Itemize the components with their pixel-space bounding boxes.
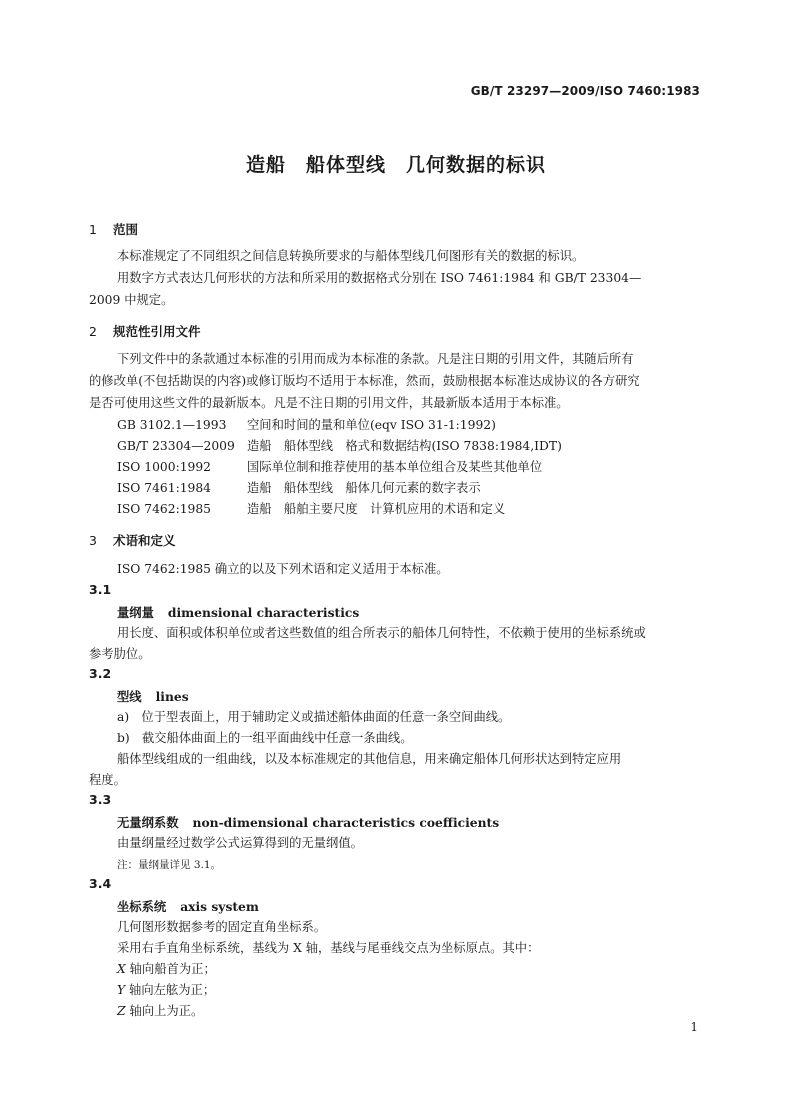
- reference-item: [117, 458, 542, 476]
- scope-paragraph-2-line-1: 用数字方式表达几何形状的方法和所采用的数据格式分别在 ISO 7461:1984 和 GB/T 23304—: [117, 271, 642, 285]
- section-1-heading: [89, 220, 138, 238]
- x-axis-text: 轴向船首为正；: [125, 962, 216, 976]
- reference-code: ISO 7462:1985: [117, 502, 212, 516]
- clause-number: 3.4: [89, 876, 112, 891]
- normative-paragraph-line-1: 下列文件中的条款通过本标准的引用而成为本标准的条款。凡是注日期的引用文件，其随后所有: [117, 352, 634, 366]
- clause-number: 3.3: [89, 792, 112, 807]
- term-heading: [117, 813, 499, 831]
- term-en: non-dimensional characteristics coefficients: [192, 815, 500, 830]
- term-heading: [117, 687, 189, 705]
- lines-paragraph-line-1: 船体型线组成的一组曲线，以及本标准规定的其他信息，用来确定船体几何形状达到特定应用: [117, 752, 622, 766]
- terms-intro: ISO 7462:1985 确立的以及下列术语和定义适用于本标准。: [117, 562, 449, 576]
- reference-code: GB 3102.1—1993: [117, 418, 227, 432]
- section-2-heading: [89, 322, 201, 340]
- reference-code: ISO 1000:1992: [117, 460, 212, 474]
- reference-item: [117, 500, 505, 518]
- section-3-heading: [89, 531, 176, 549]
- note-text: 注：量纲量详见 3.1。: [117, 859, 222, 871]
- section-3-number: 3: [89, 533, 97, 548]
- reference-title: 国际单位制和推荐使用的基本单位组合及某些其他单位: [247, 460, 543, 474]
- y-axis-line: [117, 981, 215, 999]
- section-3-title: 术语和定义: [113, 533, 176, 548]
- reference-title: 空间和时间的量和单位(eqv ISO 31-1:1992): [247, 418, 496, 432]
- normative-paragraph-line-3: 是否可使用这些文件的最新版本。凡是不注日期的引用文件，其最新版本适用于本标准。: [89, 396, 569, 410]
- reference-code: ISO 7461:1984: [117, 481, 212, 495]
- reference-title: 造船 船舶主要尺度 计算机应用的术语和定义: [247, 502, 506, 516]
- document-title: 造船 船体型线 几何数据的标识: [245, 154, 546, 176]
- reference-item: [117, 479, 481, 497]
- term-heading: [117, 897, 259, 915]
- term-definition-line-2: 参考肋位。: [89, 647, 151, 661]
- page-number: 1: [690, 1020, 698, 1034]
- term-zh: 坐标系统: [117, 900, 167, 914]
- reference-title: 造船 船体型线 格式和数据结构(ISO 7838:1984,IDT): [247, 439, 562, 453]
- axis-definition-1: 几何图形数据参考的固定直角坐标系。: [117, 920, 327, 934]
- term-en: axis system: [180, 899, 259, 914]
- term-zh: 无量纲系数: [117, 816, 179, 830]
- list-item-b: b) 截交船体曲面上的一组平面曲线中任意一条曲线。: [117, 731, 413, 745]
- reference-item: [117, 437, 562, 455]
- reference-title: 造船 船体型线 船体几何元素的数字表示: [247, 481, 481, 495]
- term-definition-line-1: 用长度、面积或体积单位或者这些数值的组合所表示的船体几何特性，不依赖于使用的坐标系统或: [117, 626, 646, 640]
- y-axis-text: 轴向左舷为正；: [125, 983, 216, 997]
- reference-item: [117, 416, 496, 434]
- scope-paragraph-2-line-2: 2009 中规定。: [89, 293, 174, 307]
- term-zh: 型线: [117, 690, 142, 704]
- standard-number: GB/T 23297—2009/ISO 7460:1983: [470, 84, 700, 98]
- section-2-number: 2: [89, 324, 97, 339]
- axis-definition-2: 采用右手直角坐标系统，基线为 X 轴，基线与尾垂线交点为坐标原点。其中：: [117, 941, 540, 955]
- section-2-title: 规范性引用文件: [113, 324, 201, 339]
- term-en: dimensional characteristics: [167, 605, 360, 620]
- normative-paragraph-line-2: 的修改单(不包括勘误的内容)或修订版均不适用于本标准，然而，鼓励根据本标准达成协议的各方研究: [89, 374, 640, 388]
- z-axis-text: 轴向上为正。: [125, 1004, 204, 1018]
- term-zh: 量纲量: [117, 606, 154, 620]
- scope-paragraph-1: 本标准规定了不同组织之间信息转换所要求的与船体型线几何图形有关的数据的标识。: [117, 249, 585, 263]
- clause-number: 3.1: [89, 582, 112, 597]
- clause-number: 3.2: [89, 666, 112, 681]
- term-definition: 由量纲量经过数学公式运算得到的无量纲值。: [117, 836, 363, 850]
- lines-paragraph-line-2: 程度。: [89, 773, 126, 787]
- z-axis-line: [117, 1002, 203, 1020]
- list-item-a: a) 位于型表面上，用于辅助定义或描述船体曲面的任意一条空间曲线。: [117, 710, 511, 724]
- term-en: lines: [155, 689, 189, 704]
- z-variable: Z: [117, 1004, 126, 1018]
- reference-code: GB/T 23304—2009: [117, 439, 235, 453]
- x-axis-line: [117, 960, 216, 978]
- x-variable: X: [117, 962, 126, 976]
- section-1-title: 范围: [113, 222, 139, 237]
- term-heading: [117, 603, 359, 621]
- y-variable: Y: [117, 983, 126, 997]
- section-1-number: 1: [89, 222, 97, 237]
